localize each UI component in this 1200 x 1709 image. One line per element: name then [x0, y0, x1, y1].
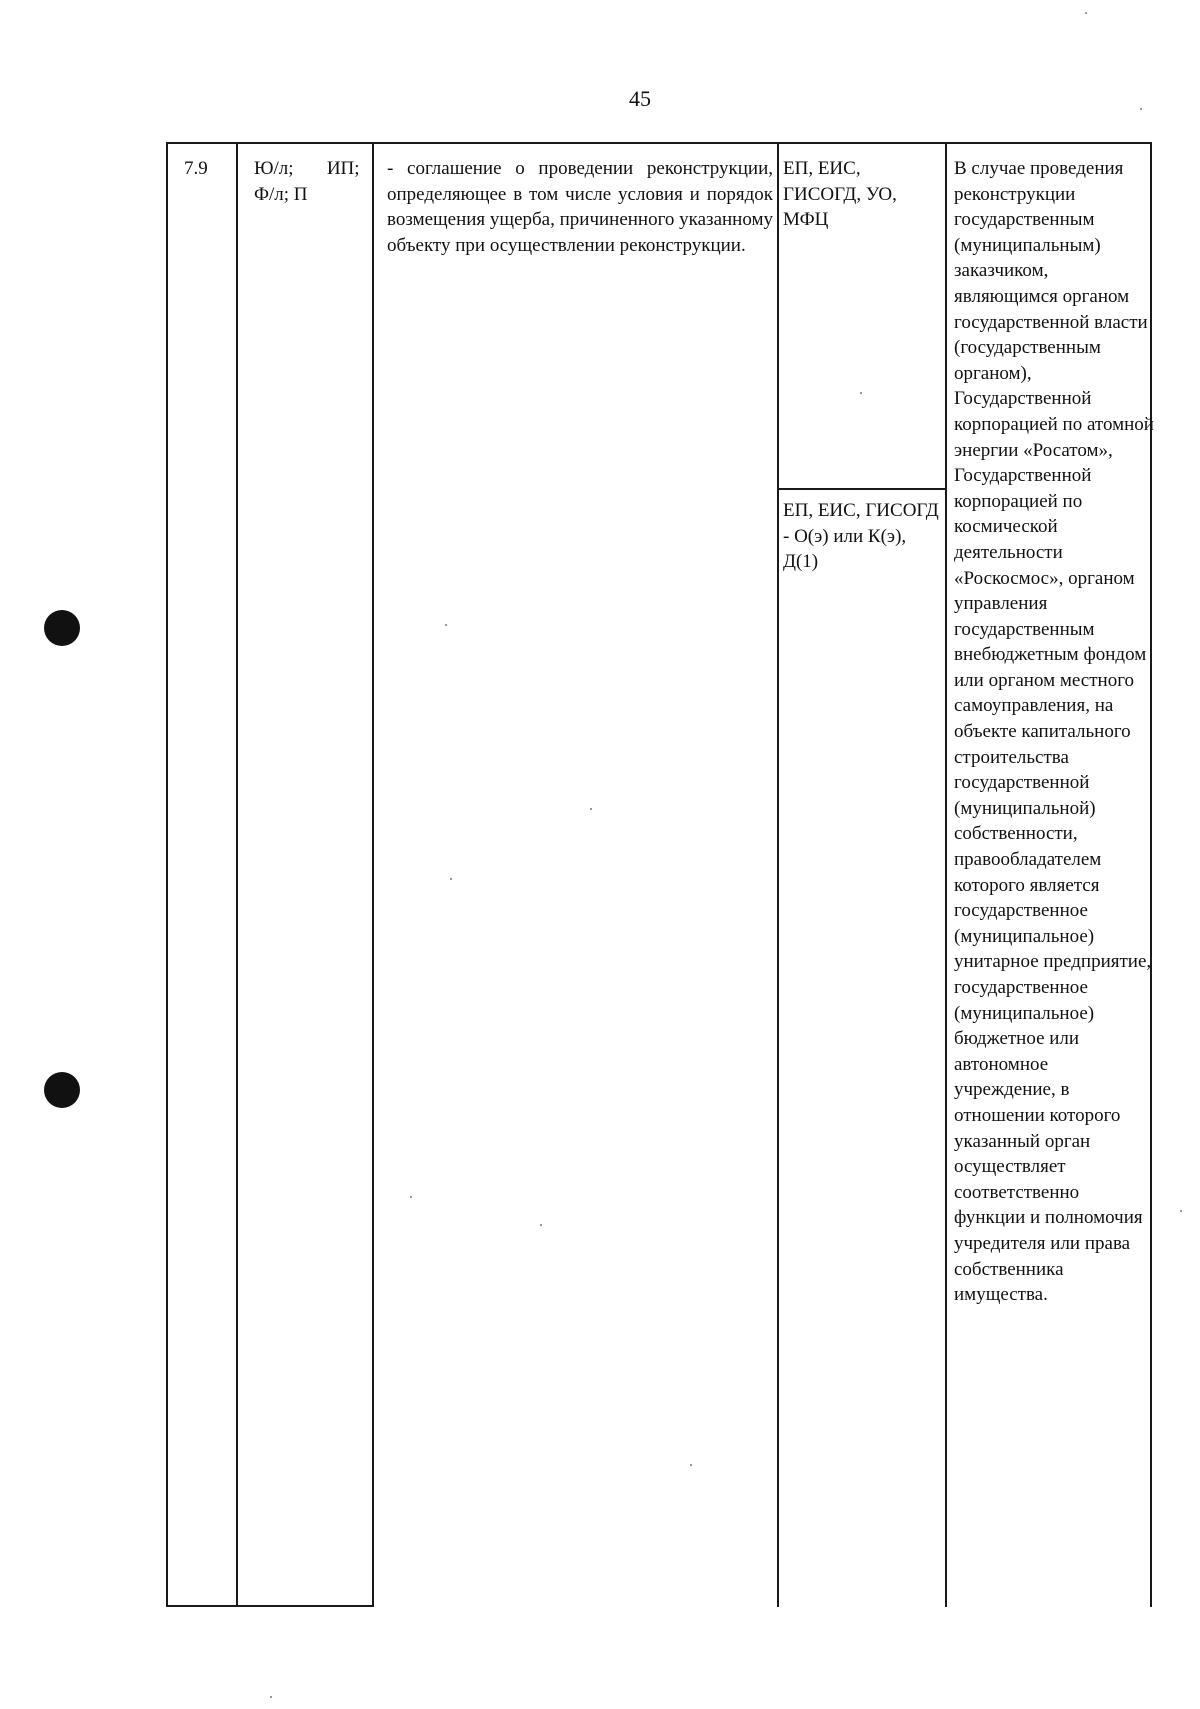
- column-border-left: [166, 142, 168, 1607]
- scan-speck: [445, 624, 447, 626]
- submission-channels-primary: ЕП, ЕИС, ГИСОГД, УО, МФЦ: [783, 158, 897, 231]
- column-border-3: [777, 142, 779, 1607]
- table-top-border: [166, 142, 1152, 144]
- applicant-types-line1: Ю/л; ИП;: [254, 158, 360, 179]
- scan-speck: [410, 1196, 412, 1198]
- punch-hole-top: [44, 610, 80, 646]
- scan-speck: [860, 392, 862, 394]
- comment-text: В случае проведения реконструкции государственным (муниципальным) заказчиком, являющимся органом государственной власти (государственным органом), Государственной корпорацией по атомной энергии «Росатом», Государственной корпорацией по космической деятельности «Роскосмос», органом управления государственным внебюджетным фондом или органом местного самоуправления, на объекте капитального строительства государственной (муниципальной) собственности, правообладателем которого является государственное (муниципальное) унитарное предприятие, государственное (муниципальное) бюджетное или автономное учреждение, в отношении которого указанный орган осуществляет соответственно функции и полномочия учредителя или права собственника имущества.: [954, 158, 1154, 1306]
- scan-speck: [270, 1696, 272, 1698]
- scan-speck: [690, 1464, 692, 1466]
- scan-speck: [1180, 1210, 1182, 1212]
- scan-speck: [540, 1224, 542, 1226]
- column-border-2: [372, 142, 374, 1607]
- scan-speck: [590, 808, 592, 810]
- table-bottom-border: [166, 1605, 374, 1607]
- scan-speck: [450, 878, 452, 880]
- submission-channels-secondary: ЕП, ЕИС, ГИСОГД - О(э) или К(э), Д(1): [783, 500, 939, 573]
- document-description: - соглашение о проведении реконструкции, определяющее в том числе условия и порядок возмещения ущерба, причиненного указанному объекту при осуществлении реконструкции.: [387, 158, 773, 256]
- row-number: 7.9: [184, 158, 208, 179]
- applicant-types-line2: Ф/л; П: [254, 184, 308, 205]
- column-border-4: [945, 142, 947, 1607]
- scan-speck: [1085, 12, 1087, 14]
- column-border-1: [236, 142, 238, 1607]
- scan-speck: [1140, 108, 1142, 110]
- page-number: 45: [629, 86, 651, 111]
- punch-hole-bottom: [44, 1072, 80, 1108]
- channels-divider: [777, 488, 947, 490]
